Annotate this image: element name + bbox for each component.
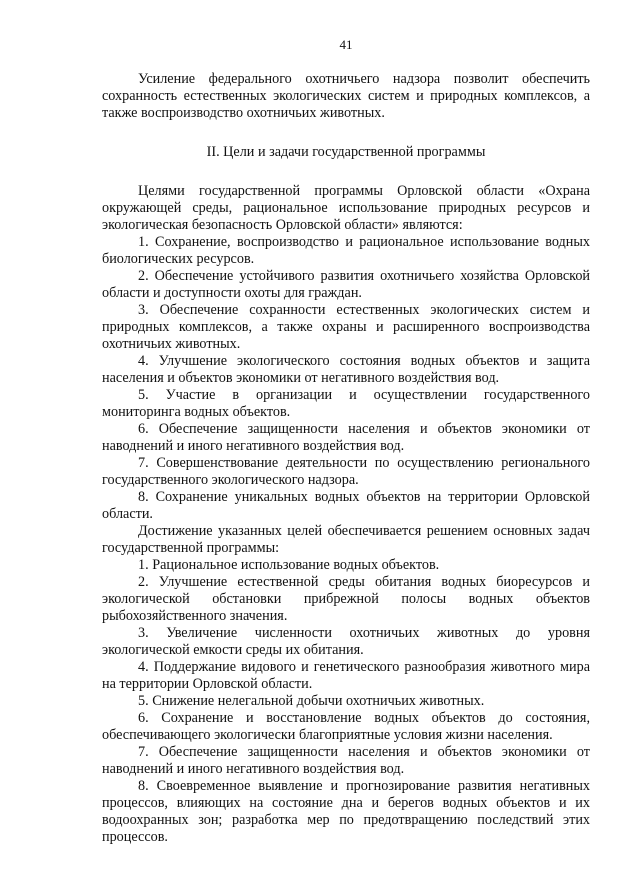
document-page — [102, 36, 590, 846]
list-item: 6. Сохранение и восстановление водных объектов до состояния, обеспечивающего экологически благоприятные условия жизни населения. — [102, 710, 590, 743]
list-item: 4. Улучшение экологического состояния водных объектов и защита населения и объектов экономики от негативного воздействия вод. — [102, 353, 590, 386]
list-item: 5. Участие в организации и осуществлении государственного мониторинга водных объектов. — [102, 387, 590, 420]
goals-intro-paragraph: Целями государственной программы Орловской области «Охрана окружающей среды, рациональное использование природных ресурсов и экологическая безопасность Орловской области» являются: — [102, 183, 590, 233]
page-number: 41 — [339, 37, 353, 52]
list-item: 7. Обеспечение защищенности населения и объектов экономики от наводнений и иного негативного воздействия вод. — [102, 744, 590, 777]
list-item: 8. Сохранение уникальных водных объектов на территории Орловской области. — [102, 489, 590, 522]
list-item: 4. Поддержание видового и генетического разнообразия животного мира на территории Орловской области. — [102, 659, 590, 692]
section-title: II. Цели и задачи государственной программы — [206, 144, 486, 160]
list-item: 6. Обеспечение защищенности населения и объектов экономики от наводнений и иного негативного воздействия вод. — [102, 421, 590, 454]
list-item: 2. Улучшение естественной среды обитания водных биоресурсов и экологической обстановки прибрежной полосы водных объектов рыбохозяйственного значения. — [102, 574, 590, 624]
list-item: 8. Своевременное выявление и прогнозирование развития негативных процессов, влияющих на состояние дна и берегов водных объектов и их водоохранных зон; разработка мер по предотвращению последствий этих процессов. — [102, 778, 590, 845]
list-item: 3. Увеличение численности охотничьих животных до уровня экологической емкости среды их обитания. — [102, 625, 590, 658]
list-item: 5. Снижение нелегальной добычи охотничьих животных. — [138, 693, 485, 709]
intro-paragraph: Усиление федерального охотничьего надзора позволит обеспечить сохранность естественных экологических систем и природных комплексов, а также воспроизводство охотничьих животных. — [102, 71, 590, 121]
list-item: 3. Обеспечение сохранности естественных экологических систем и природных комплексов, а также охраны и расширенного воспроизводства охотничьих животных. — [102, 302, 590, 352]
list-item: 1. Сохранение, воспроизводство и рациональное использование водных биологических ресурсов. — [102, 234, 590, 267]
list-item: 1. Рациональное использование водных объектов. — [138, 557, 440, 573]
goals-list — [102, 234, 590, 523]
list-item: 2. Обеспечение устойчивого развития охотничьего хозяйства Орловской области и доступности охоты для граждан. — [102, 268, 590, 301]
tasks-list — [102, 557, 590, 846]
list-item: 7. Совершенствование деятельности по осуществлению регионального государственного экологического надзора. — [102, 455, 590, 488]
tasks-intro-paragraph: Достижение указанных целей обеспечивается решением основных задач государственной программы: — [102, 523, 590, 556]
